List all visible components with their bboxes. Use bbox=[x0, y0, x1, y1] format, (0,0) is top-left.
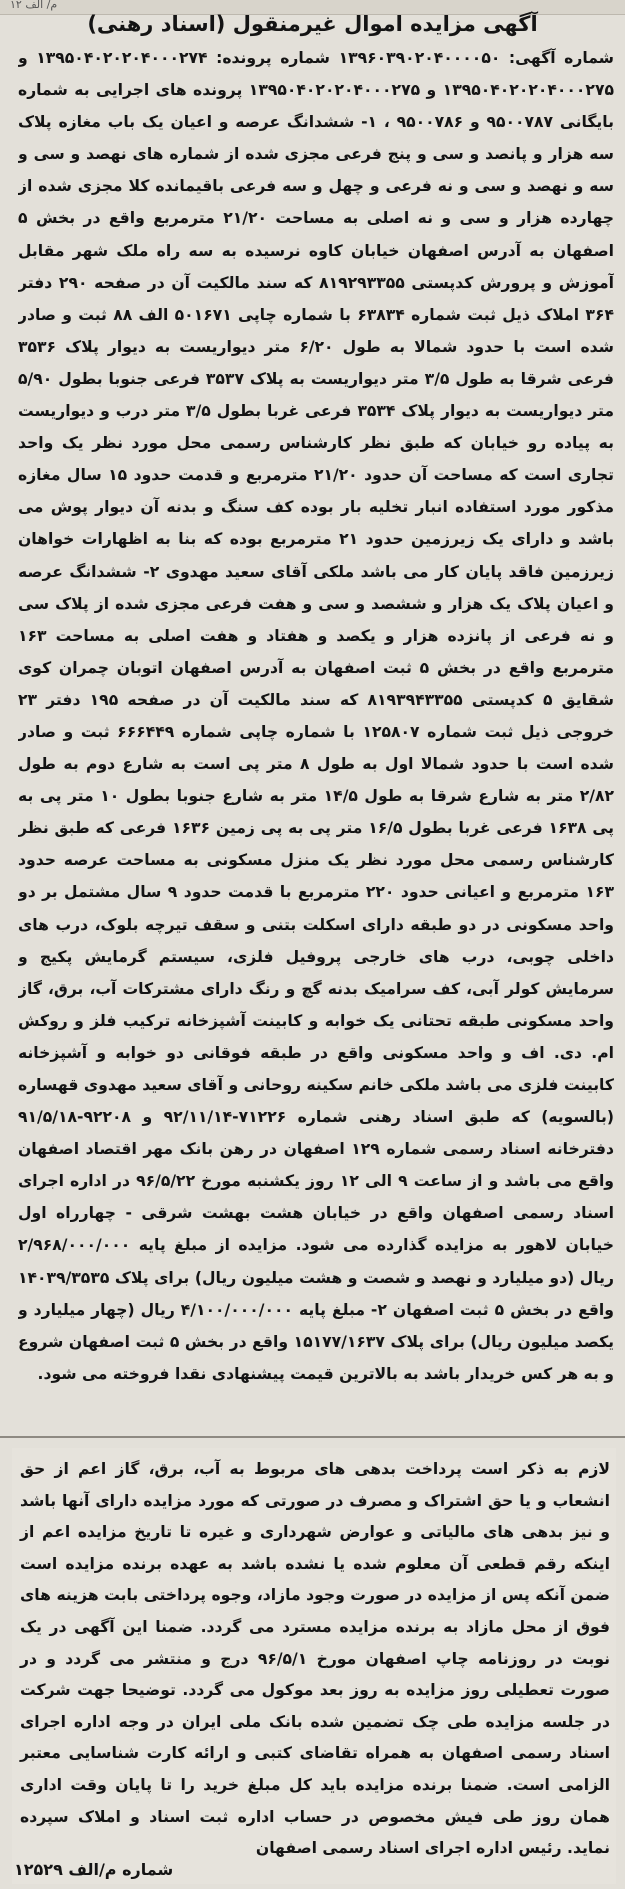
notice-body bbox=[18, 42, 614, 1430]
notice-footer bbox=[12, 1448, 616, 1884]
section-divider bbox=[0, 1436, 625, 1438]
edge-mark: م/ الف ۱۲ bbox=[10, 0, 58, 11]
notice-body-text: شماره آگهی: ۱۳۹۶۰۳۹۰۲۰۴۰۰۰۰۵۰ شماره پرونده: ۱۳۹۵۰۴۰۲۰۲۰۴۰۰۰۲۷۴ و ۱۳۹۵۰۴۰۲۰۲۰۴۰۰۰۲۷۵ و ۱۳۹۵۰۴۰۲۰۲۰۴۰۰۰۲۷۵ پرونده های اجرایی به شماره بایگانی ۹۵۰۰۷۸۷ و ۹۵۰۰۷۸۶ ، ۱- ششدانگ عرصه و اعیان یک باب مغازه پلاک سه هزار و پانصد و سی و پنج فرعی مجزی شده از شماره های نهصد و سی و سه و نهصد و سی و نه فرعی و چهل و سه فرعی باقیمانده کلا مجزی شده از چهارده هزار و سی و نه اصلی به مساحت ۲۱/۲۰ مترمربع واقع در بخش ۵ اصفهان به آدرس اصفهان خیابان کاوه نرسیده به سه راه ملک شهر مقابل آموزش و پرورش کدپستی ۸۱۹۲۹۳۳۵۵ که سند مالکیت آن در صفحه ۲۹۰ دفتر ۳۶۴ املاک ذیل ثبت شماره ۶۳۸۳۴ با شماره چاپی ۵۰۱۶۷۱ الف ۸۸ ثبت و صادر شده است با حدود شمالا به طول ۶/۲۰ متر دیواریست به دیوار پلاک ۳۵۳۶ فرعی شرقا به طول ۳/۵ متر دیواریست به پلاک ۳۵۳۷ فرعی جنوبا بطول ۵/۹۰ متر دیواریست به دیوار پلاک ۳۵۳۴ فرعی غربا بطول ۳/۵ متر درب و دیواریست به پیاده رو خیابان که طبق نظر کارشناس رسمی محل مورد نظر یک واحد تجاری است که مساحت آن حدود ۲۱/۲۰ مترمربع و قدمت حدود ۱۵ سال مغازه مذکور مورد استفاده انبار تخلیه بار بوده کف سنگ و بدنه آن دیوار پوش می باشد و دارای یک زیرزمین حدود ۲۱ مترمربع بوده که بنا به اظهارات خواهان زیرزمین فاقد پایان کار می باشد ملکی آقای سعید مهدوی ۲- ششدانگ عرصه و اعیان پلاک یک هزار و ششصد و سی و هفت فرعی مجزی شده از پلاک سی و نه فرعی از پانزده هزار و یکصد و هفتاد و هفت اصلی به مساحت ۱۶۳ مترمربع واقع در بخش ۵ ثبت اصفهان به آدرس اصفهان اتوبان چمران کوی شقایق ۵ کدپستی ۸۱۹۳۹۴۳۳۵۵ که سند مالکیت آن در صفحه ۱۹۵ دفتر ۲۳ خروجی ذیل ثبت شماره ۱۲۵۸۰۷ با شماره چاپی شماره ۶۶۶۴۴۹ ثبت و صادر شده است با حدود شمالا اول به طول ۸ متر پی است به شارع دوم به طول ۲/۸۲ متر به شارع شرقا به طول ۱۴/۵ متر به شارع جنوبا بطول ۱۰ متر پی به پی ۱۶۳۸ فرعی غربا بطول ۱۶/۵ متر پی به پی زمین ۱۶۳۶ فرعی که طبق نظر کارشناس رسمی محل مورد نظر یک منزل مسکونی به مساحت عرصه حدود ۱۶۳ مترمربع و اعیانی حدود ۲۲۰ مترمربع با قدمت حدود ۹ سال مشتمل بر دو واحد مسکونی در دو طبقه دارای اسکلت بتنی و سقف تیرچه بلوک، درب های داخلی چوبی، درب های خارجی پروفیل فلزی، سیستم گرمایش پکیج و سرمایش کولر آبی، کف سرامیک بدنه گچ و رنگ دارای مشترکات آب، برق، گاز واحد مسکونی طبقه تحتانی یک خوابه و کابینت آشپزخانه ترکیب فلز و روکش ام. دی. اف و واحد مسکونی واقع در طبقه فوقانی دو خوابه و آشپزخانه کابینت فلزی می باشد ملکی خانم سکینه روحانی و آقای سعید مهدوی قهساره (بالسویه) که طبق اسناد رهنی شماره ۷۱۲۲۶-۹۲/۱۱/۱۴ و ۹۲۲۰۸-۹۱/۵/۱۸ دفترخانه اسناد رسمی شماره ۱۲۹ اصفهان در رهن بانک مهر اقتصاد اصفهان واقع می باشد و از ساعت ۹ الی ۱۲ روز یکشنبه مورخ ۹۶/۵/۲۲ در اداره اجرای اسناد رسمی اصفهان واقع در خیابان هشت بهشت شرقی - چهارراه اول خیابان لاهور به مزایده گذارده می شود. مزایده از مبلغ پایه ۲/۹۶۸/۰۰۰/۰۰۰ ریال (دو میلیارد و نهصد و شصت و هشت میلیون ریال) برای پلاک ۱۴۰۳۹/۳۵۳۵ واقع در بخش ۵ ثبت اصفهان ۲- مبلغ پایه ۴/۱۰۰/۰۰۰/۰۰۰ ریال (چهار میلیارد و یکصد میلیون ریال) برای پلاک ۱۵۱۷۷/۱۶۳۷ واقع در بخش ۵ ثبت اصفهان شروع و به هر کس خریدار باشد به بالاترین قیمت پیشنهادی نقدا فروخته می شود. bbox=[18, 49, 614, 1383]
footer-text-block bbox=[20, 1454, 610, 1865]
notice-title: آگهی مزایده اموال غیرمنقول (اسناد رهنی) bbox=[87, 12, 538, 36]
footer-body-text: لازم به ذکر است پرداخت بدهی های مربوط به آب، برق، گاز اعم از حق انشعاب و یا حق اشتراک و مصرف در صورتی که مورد مزایده دارای آنها باشد و نیز بدهی های مالیاتی و عوارض شهرداری و غیره تا تاریخ مزایده اعم از اینکه رقم قطعی آن معلوم شده یا نشده باشد به عهده برنده مزایده است ضمن آنکه پس از مزایده در صورت وجود مازاد، وجوه پرداختی بابت هزینه های فوق از محل مازاد به برنده مزایده مسترد می گردد. ضمنا این آگهی در یک نوبت در روزنامه چاپ اصفهان مورخ ۹۶/۵/۱ درج و منتشر می گردد و در صورت تعطیلی روز مزایده به روز بعد موکول می گردد. توضیحا جهت شرکت در جلسه مزایده طی چک تضمین شده بانک ملی ایران در وجه اداره اجرای اسناد رسمی اصفهان به همراه تقاضای کتبی و ارائه کارت شناسایی معتبر الزامی است. ضمنا برنده مزایده باید کل مبلغ خرید را تا پایان وقت اداری همان روز طی فیش مخصوص در حساب اداره ثبت اسناد و املاک سپرده نماید. رئیس اداره اجرای اسناد رسمی اصفهان bbox=[20, 1460, 610, 1858]
notice-reference-number: شماره م/الف ۱۲۵۲۹ bbox=[14, 1860, 174, 1879]
